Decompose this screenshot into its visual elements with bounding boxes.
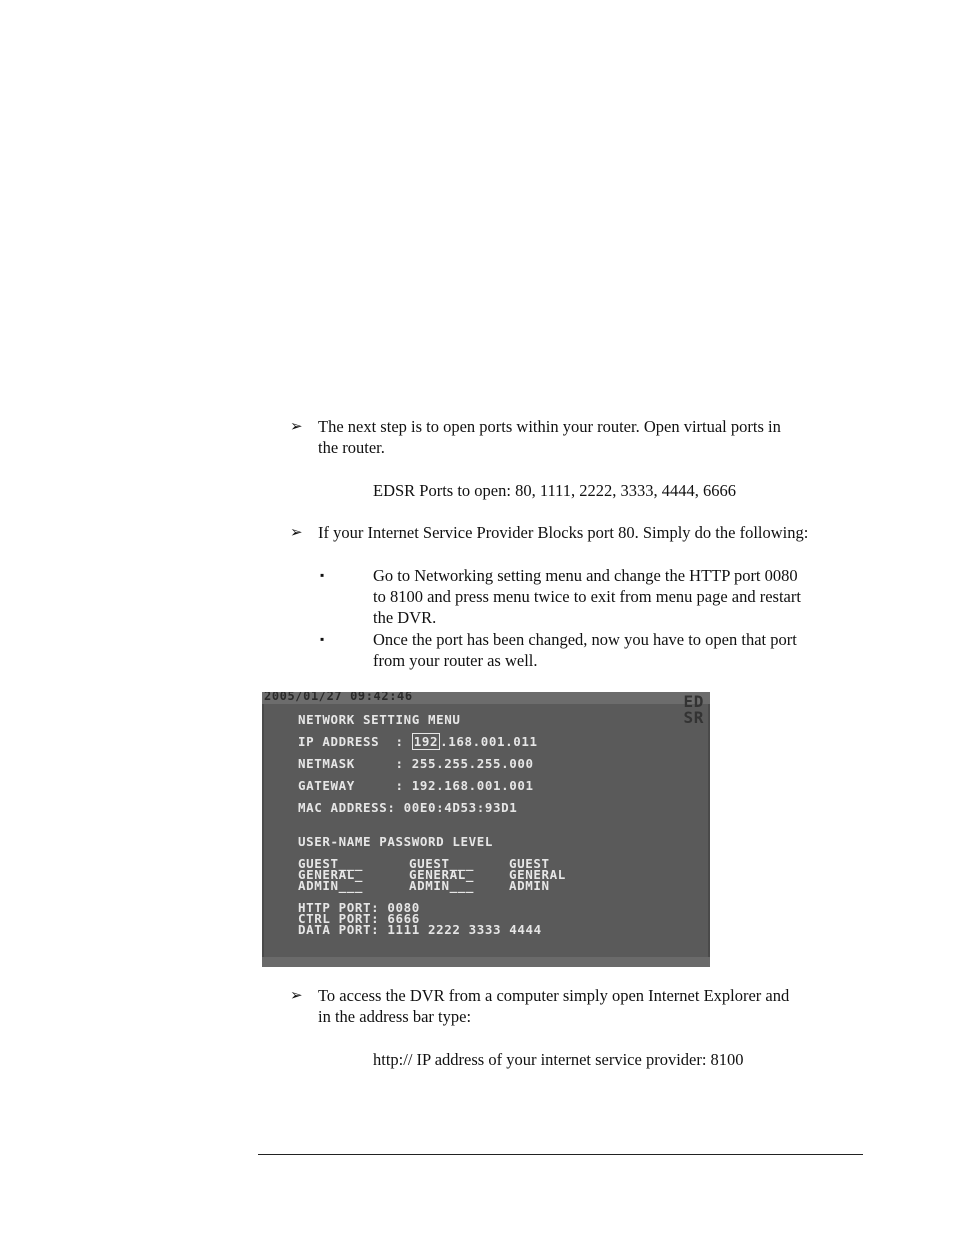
user-password-cell: GENERAL_ (409, 867, 475, 882)
netmask-row: NETMASK : 255.255.255.000 (298, 756, 534, 771)
user-level-cell: ADMIN (509, 878, 550, 893)
isp-step-1-line-2: to 8100 and press menu twice to exit from menu page and restart (373, 587, 801, 606)
arrow-bullet-icon: ➢ (290, 419, 303, 435)
access-dvr-line-1: To access the DVR from a computer simply open Internet Explorer and (318, 986, 790, 1005)
isp-step-1-line-1: Go to Networking setting menu and change the HTTP port 0080 (373, 566, 798, 585)
user-level-cell: GUEST (509, 856, 550, 871)
arrow-bullet-icon: ➢ (290, 988, 303, 1004)
open-ports-paragraph (318, 416, 858, 458)
http-port-row: HTTP PORT: 0080 (298, 900, 420, 915)
isp-step-2-line-2: from your router as well. (373, 651, 538, 670)
isp-step-1 (373, 565, 863, 628)
ip-address-value: .168.001.011 (440, 734, 538, 749)
ports-to-open-text: EDSR Ports to open: 80, 1111, 2222, 3333, 4444, 6666 (373, 481, 737, 500)
isp-step-2-line-1: Once the port has been changed, now you have to open that port (373, 630, 797, 649)
edsr-logo (684, 694, 704, 726)
edsr-logo-line-1: ED (683, 692, 704, 711)
access-dvr-line-2: in the address bar type: (318, 1007, 472, 1026)
ip-address-cursor-field: 192 (413, 734, 439, 749)
screen-timestamp: 2005/01/27 09:42:46 (264, 692, 413, 703)
square-bullet-icon: ▪ (320, 632, 325, 646)
ip-address-row (298, 736, 538, 747)
open-ports-line-1: The next step is to open ports within your router. Open virtual ports in (318, 417, 781, 436)
user-password-cell: ADMIN___ (409, 878, 475, 893)
access-dvr-paragraph (318, 985, 858, 1027)
ip-address-label: IP ADDRESS : (298, 734, 404, 749)
menu-title: NETWORK SETTING MENU (298, 712, 461, 727)
mac-address-row: MAC ADDRESS: 00E0:4D53:93D1 (298, 800, 518, 815)
dvr-network-setting-screenshot (262, 692, 710, 967)
user-name-cell: GUEST___ (298, 856, 364, 871)
isp-step-1-line-3: the DVR. (373, 608, 437, 627)
ctrl-port-row: CTRL PORT: 6666 (298, 911, 420, 926)
square-bullet-icon: ▪ (320, 568, 325, 582)
gateway-row: GATEWAY : 192.168.001.001 (298, 778, 534, 793)
open-ports-line-2: the router. (318, 438, 385, 457)
user-password-cell: GUEST___ (409, 856, 475, 871)
footer-rule (258, 1154, 863, 1155)
user-level-cell: GENERAL (509, 867, 566, 882)
screen-bottom-bar (262, 957, 710, 967)
access-url-text: http:// IP address of your internet service provider: 8100 (373, 1050, 744, 1069)
data-port-row: DATA PORT: 1111 2222 3333 4444 (298, 922, 542, 937)
users-header: USER-NAME PASSWORD LEVEL (298, 834, 494, 849)
user-name-cell: GENERAL_ (298, 867, 364, 882)
isp-step-2 (373, 629, 863, 671)
isp-block-paragraph: If your Internet Service Provider Blocks port 80. Simply do the following: (318, 523, 809, 542)
user-name-cell: ADMIN___ (298, 878, 364, 893)
arrow-bullet-icon: ➢ (290, 525, 303, 541)
edsr-logo-line-2: SR (683, 708, 704, 727)
